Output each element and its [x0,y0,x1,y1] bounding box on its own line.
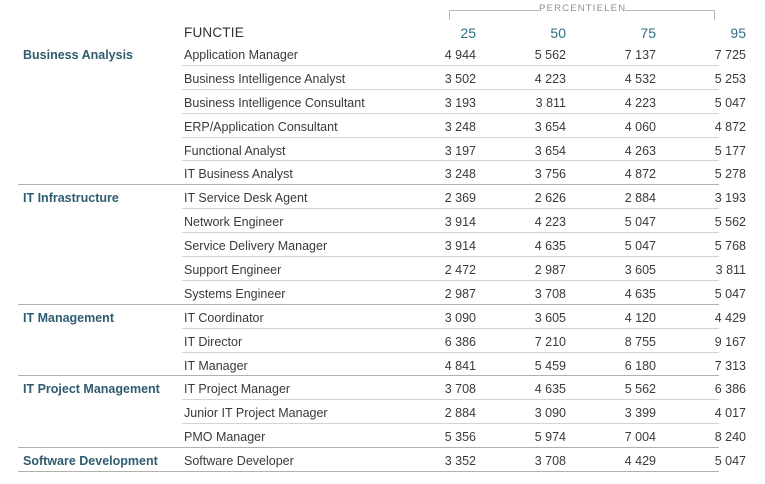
p95-cell: 4 017 [714,406,746,421]
p75-cell: 5 047 [624,215,656,230]
table-row [0,233,765,257]
function-cell: Business Intelligence Analyst [184,71,346,86]
p50-cell: 4 223 [534,215,566,230]
p95-cell: 5 047 [714,454,746,469]
p95-cell: 7 725 [714,48,746,62]
p75-cell: 3 399 [624,406,656,421]
function-cell: Business Intelligence Consultant [184,95,365,110]
p50-cell: 3 708 [534,286,566,301]
p75-cell: 5 562 [624,382,656,397]
p50-cell: 2 987 [534,263,566,278]
p25-cell: 6 386 [444,334,476,349]
p25-cell: 4 944 [444,48,476,62]
p95-cell: 9 167 [714,334,746,349]
table-row [0,329,765,353]
p25-cell: 3 914 [444,239,476,254]
p75-cell: 4 872 [624,167,656,182]
function-cell: IT Business Analyst [184,167,293,182]
table-row [0,90,765,114]
p95-cell: 5 047 [714,95,746,110]
p75-cell: 4 060 [624,119,656,134]
function-cell: Junior IT Project Manager [184,406,328,421]
p95-cell: 5 562 [714,215,746,230]
function-cell: Support Engineer [184,263,282,278]
p25-cell: 3 248 [444,119,476,134]
table-row [0,66,765,90]
p95-cell: 4 429 [714,310,746,325]
p25-cell: 5 356 [444,430,476,445]
p95-cell: 3 811 [715,263,746,278]
p50-cell: 5 459 [534,358,566,373]
salary-table [0,42,765,472]
p75-cell: 4 223 [624,95,656,110]
p50-cell: 3 811 [535,95,566,110]
p50-cell: 3 756 [534,167,566,182]
function-cell: Network Engineer [184,215,284,230]
p95-cell: 5 768 [714,239,746,254]
p50-cell: 3 654 [534,143,566,158]
function-cell: Software Developer [184,454,294,469]
category-label: IT Project Management [23,382,160,397]
p75-cell: 4 263 [624,143,656,158]
p75-cell: 5 047 [624,239,656,254]
p50-cell: 5 974 [534,430,566,445]
p75-cell: 4 532 [624,71,656,86]
p50-cell: 7 210 [534,334,566,349]
p25-cell: 4 841 [444,358,476,373]
p50-cell: 3 090 [534,406,566,421]
percentile-group-label: PERCENTIELEN [539,3,627,14]
function-cell: Application Manager [184,48,298,62]
table-row [0,114,765,138]
function-cell: IT Service Desk Agent [184,191,308,206]
column-header-p75: 75 [640,25,656,41]
table-row [0,138,765,162]
function-cell: Systems Engineer [184,286,286,301]
column-header-p25: 25 [460,25,476,41]
table-row [0,257,765,281]
column-header-p50: 50 [550,25,566,41]
p75-cell: 7 137 [624,48,656,62]
function-cell: ERP/Application Consultant [184,119,338,134]
p95-cell: 5 253 [714,71,746,86]
p25-cell: 2 884 [444,406,476,421]
table-row [0,448,765,472]
column-header-p95: 95 [730,25,746,41]
p75-cell: 4 635 [624,286,656,301]
category-label: IT Management [23,310,114,325]
category-label: IT Infrastructure [23,191,119,206]
p25-cell: 3 193 [444,95,476,110]
p25-cell: 3 197 [444,143,476,158]
table-row [0,281,765,305]
function-cell: IT Coordinator [184,310,264,325]
p75-cell: 4 429 [624,454,656,469]
p25-cell: 3 708 [444,382,476,397]
p25-cell: 3 914 [444,215,476,230]
function-cell: IT Director [184,334,243,349]
p95-cell: 5 047 [714,286,746,301]
table-row [0,424,765,448]
table-row [0,376,765,400]
function-cell: IT Project Manager [184,382,291,397]
p50-cell: 2 626 [534,191,566,206]
table-row [0,185,765,209]
p75-cell: 3 605 [624,263,656,278]
p50-cell: 3 654 [534,119,566,134]
p95-cell: 5 278 [714,167,746,182]
function-cell: Functional Analyst [184,143,286,158]
table-row [0,161,765,185]
p95-cell: 5 177 [714,143,746,158]
p50-cell: 4 223 [534,71,566,86]
p95-cell: 4 872 [714,119,746,134]
table-row [0,209,765,233]
p50-cell: 5 562 [534,48,566,62]
p25-cell: 2 987 [444,286,476,301]
p25-cell: 3 090 [444,310,476,325]
category-label: Business Analysis [23,48,134,62]
p75-cell: 7 004 [624,430,656,445]
p50-cell: 3 708 [534,454,566,469]
p25-cell: 2 369 [444,191,476,206]
table-row [0,42,765,66]
p50-cell: 3 605 [534,310,566,325]
p95-cell: 8 240 [714,430,746,445]
p95-cell: 6 386 [714,382,746,397]
p50-cell: 4 635 [534,382,566,397]
p50-cell: 4 635 [534,239,566,254]
table-row [0,305,765,329]
p25-cell: 3 352 [444,454,476,469]
table-row [0,353,765,377]
function-cell: IT Manager [184,358,248,373]
column-header-function: FUNCTIE [184,25,244,40]
p75-cell: 6 180 [624,358,656,373]
p25-cell: 3 502 [444,71,476,86]
category-label: Software Development [23,454,158,469]
p25-cell: 2 472 [444,263,476,278]
group-divider [18,471,719,472]
function-cell: Service Delivery Manager [184,239,328,254]
p75-cell: 8 755 [624,334,656,349]
p25-cell: 3 248 [444,167,476,182]
p75-cell: 4 120 [624,310,656,325]
table-row [0,400,765,424]
p95-cell: 3 193 [714,191,746,206]
function-cell: PMO Manager [184,430,266,445]
p95-cell: 7 313 [714,358,746,373]
p75-cell: 2 884 [624,191,656,206]
